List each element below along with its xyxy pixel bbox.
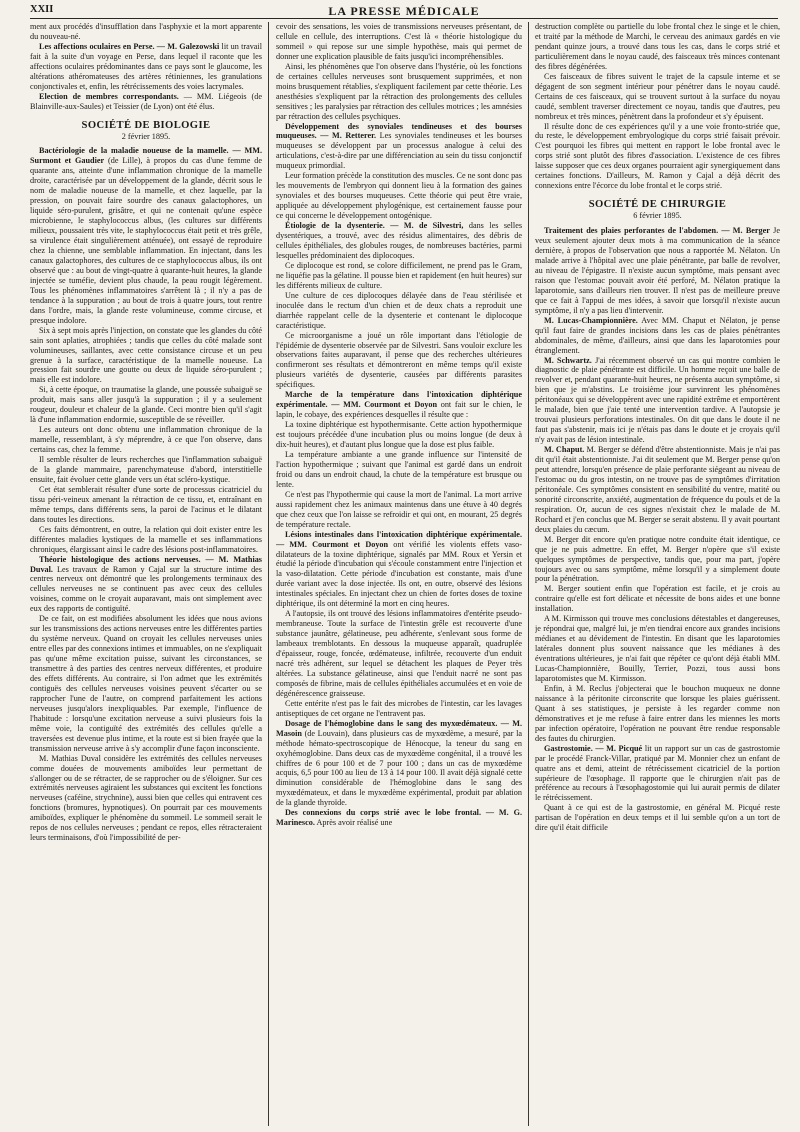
paragraph: M. Berger dit encore qu'en pratique notre conduite était identique, ce que je ne puis admettre. En effet, M. Berger n'opère que s'il existe quelques symptômes de perspective, tandis que, pour ma part, j'opère toujours avec ou sans symptôme, même lorsqu'il y a simplement doute pour la pénétration. [535,534,780,584]
paragraph: La toxine diphtérique est hypothermisante. Cette action hypothermique est toujours précédée d'une incubation plus ou moins longue (de deux à dix-huit heures), et d'autant plus longue que la dose est plus faible. [276,420,522,450]
article-heading: Bactériologie de la maladie noueuse de la mamelle. — MM. Surmont et Gaudier [30,146,262,166]
article-heading: Traitement des plaies perforantes de l'abdomen. — M. Berger [544,226,770,236]
paragraph: A l'autopsie, ils ont trouvé des lésions inflammatoires d'entérite pseudo-membraneuse. Toute la surface de l'intestin grêle est recouverte d'une substance jaunâtre, gélatineuse, peu adhérente, s'enlevant sous forme de lambeaux tremblotants. En dessous la muqueuse apparaît, quadruplée d'épaisseur, rouge, foncée, œdémateuse, infiltrée, recouverte d'un enduit nacré très adhérent, sur lequel se détachent les plaques de Peyer très altérées. La substance gélatineuse, ainsi que l'enduit nacré ne sont pas composés de fibrine, mais de cellules épithéliales accumulées et en voie de dégénérescence graisseuse. [276,609,522,698]
paragraph [30,146,262,325]
paragraph: destruction complète ou partielle du lobe frontal chez le singe et le chien, et traité par la méthode de Marchi, le cerveau des animaux gardés en vie pendant quinze jours, a trouvé dans tous les cas, dans le corps strié et particulièrement dans le noyau caudé, des faisceaux très minces contenant des fibres dégénérées. [535,22,780,71]
speaker-name: M. Chaput. [544,445,585,455]
paragraph [276,808,522,828]
paragraph-text: ont fait sur le chien, le lapin, le cobaye, des expériences desquelles il résulte que : [276,400,522,420]
section-title: SOCIÉTÉ DE CHIRURGIE [588,199,727,211]
section-date: 6 février 1895. [633,211,682,221]
paragraph: Les auteurs ont donc obtenu une inflammation chronique de la mamelle, ressemblant, à s'y méprendre, à ce que l'on observe, dans certains cas, chez la femme. [30,425,262,455]
paragraph-text: lit un rapport sur un cas de gastrostomie par le procédé Franck-Villar, pratiqué par M. Monnier chez un enfant de quatre ans et demi, atteint de rétrécissement cicatriciel de la portion supérieure de l'œsophage. Il rapporte que le chirurgien n'ait pas de préférence au recours à l'œsophagostomie qui lui aurait permis de dilater le rétrécissement. [535,743,780,803]
paragraph [276,530,522,610]
paragraph: Une culture de ces diplocoques délayée dans de l'eau stérilisée et inoculée dans le rectum d'un chien et de deux chats a reproduit une diarrhée rappelant celle de la dysenterie et contenant le diplocoque caractéristique. [276,290,522,330]
paragraph-text: Je veux seulement ajouter deux mots à ma communication de la séance dernière, à propos de l'observation que nous a rapportée M. Nélaton. Un malade arrive à l'hôpital avec une plaie pénétrante, par balle de revolver, au niveau de l'épigastre. Il n'existe aucun symptôme, mais pensant avec raison que l'estomac pouvait avoir été perforé, M. Nélaton pratique la laparotomie, sans d'ailleurs rien trouver. Il n'est pas de meilleure preuve que ce fait à l'appui de mes idées, à savoir que lorsqu'il n'existe aucun symptôme, il n'y a pas lieu d'intervenir. [535,226,780,315]
paragraph-text: ont vérifié les violents effets vaso-dilatateurs de la toxine diphtérique, signalés par MM. Roux et Yersin et étudié la période d'incubation qui s'écoule constamment entre l'injection et la vaso-dilatation. Cette période d'incubation est constante, mais d'une durée variant avec la dose injectée. Ils ont, en outre, observé des lésions intestinales spéciales. En injectant chez un chien de fortes doses de toxine diphtérique, ils ont déterminé la mort en cinq heures. [276,539,522,609]
paragraph: De ce fait, on est modifiées absolument les idées que nous avions sur les transmissions des actions nerveuses entre les différentes parties du système nerveux. Quand on croyait les cellules nerveuses unies entre elles par des connexions intimes et immuables, on ne s'expliquait pas qu'une même excitation puisse, suivant les circonstances, se transmettre à des parties des centres nerveux différentes, et produire des effets différents. Au contraire, si l'on admet que les extrémités contiguës des cellules nerveuses voisines peuvent s'écarter ou se rapprocher l'une de l'autre, on comprend parfaitement les actions nerveuses jusqu'alors inexpliquables. Par exemple, l'influence de l'habitude : lorsqu'une excitation nerveuse a suivi plusieurs fois la même voie, la contiguïté des extrémités des cellules qu'elle a traversées est devenue plus intime, et la route est si bien frayée que la transmission nerveuse arrive à s'y accomplir d'une façon inconsciente. [30,614,262,753]
paragraph [276,390,522,420]
paragraph: Ce microorganisme a joué un rôle important dans l'étiologie de l'épidémie de dysenterie observée par de Silvestri. Sans vouloir exclure les observations faites auparavant, il pense que des recherches ultérieures confirmeront ses résultats et démontreront en même temps qu'il existe plusieurs variétés de dysenterie, causées par différents parasites spécifiques. [276,330,522,390]
paragraph: Ces faits démontrent, en outre, la relation qui doit exister entre les différentes maladies kystiques de la mamelle et ses inflammations chroniques, élargissant ainsi le cadre des lésions post-inflammatoires. [30,524,262,554]
paragraph-text: Les synoviales tendineuses et les bourses muqueuses se développent par un processus analogue à celui des articulations, c'est-à-dire par une différenciation au sein du tissu conjonctif muqueux primordial. [276,131,522,171]
paragraph [30,555,262,615]
paragraph: Cet état semblerait résulter d'une sorte de processus cicatriciel du tissu péri-veineux amenant la rétraction de ce tissu, et, entraînant en même temps, dans différents sens, la paroi de l'acinus et le dilatant dans toutes les directions. [30,484,262,524]
paragraph: Ces faisceaux de fibres suivent le trajet de la capsule interne et se dégagent de son segment intérieur pour pénétrer dans le noyau caudé. Certains de ces faisceaux, qui se trouvent surtout à la surface du noyau caudé, semblent traverser directement ce noyau, tandis que d'autres, peu nombreux et très minces, pénètrent dans la profondeur et s'y épuisent. [535,71,780,121]
column-2 [276,22,522,1128]
journal-title: LA PRESSE MÉDICALE [328,4,480,18]
paragraph [30,42,262,92]
article-heading: Les affections oculaires en Perse. — M. Galezowski [39,41,220,51]
paragraph: Ce diplocoque est rond, se colore difficilement, ne prend pas le Gram, ne liquéfie pas la gélatine. Il pousse bien et rapidement (en huit heures) sur les différents milieux de culture. [276,260,522,290]
speaker-name: M. Schwartz. [544,355,592,365]
paragraph: Six à sept mois après l'injection, on constate que les glandes du côté sain sont aplaties, atrophiées ; tandis que celles du côté malade sont volumineuses, saillantes, avec cette consistance circuse et un peu grenue à la surface, caractéristique de la mamelle noueuse. La pression fait sourdre une goutte ou deux de liquide séro-purulent ; mais elle est indolore. [30,325,262,385]
paragraph-text: lit un travail fait à la suite d'un voyage en Perse, dans lequel il raconte que les affections oculaires prédominantes dans ce pays sont le glaucome, les altérations athéromateuses des artères rétiniennes, les granulations conjonctivales et, enfin, les rétrécissements des voies lacrymales. [30,41,262,91]
paragraph: Leur formation précède la constitution des muscles. Ce ne sont donc pas les mouvements de l'embryon qui donnent lieu à la formation des gaines synoviales et des bourses muqueuses. Cette théorie qui peut être vraie, appliquée au développement phylogénique, est certainement fausse pour ce qui concerne le développement ontogénique. [276,171,522,221]
section-date: 2 février 1895. [121,131,171,141]
page-header [30,4,778,19]
paragraph-text: M. Berger se défend d'être abstentionniste. Mais je n'ai pas dit qu'il était abstentionniste. J'ai dit seulement que M. Berger pense qu'on peut attendre, lorsqu'en présence de plaie perforante siégeant au niveau de l'estomac ou du gros intestin, on ne trouve pas de symptômes d'irritation péritonéale. Ces symptômes consistent en sensibilité du ventre, matité ou sonorité circonscrite, anxiété, augmentation de fréquence du pouls et de la respiration. Or, aucun de ces signes n'existait chez le malade de M. Rochard et j'en conclus que M. Berger se serait abstenu. Il y avait pourtant deux plaies du cæcum. [535,445,780,534]
section-title: SOCIÉTÉ DE BIOLOGIE [81,119,211,131]
paragraph [535,356,780,446]
column-rule-2 [528,22,529,1126]
speaker-name: M. Lucas-Championnière. [544,315,638,325]
paragraph [276,719,522,809]
article-heading: Election de membres correspondants. [39,91,179,101]
column-rule-1 [268,22,269,1126]
paragraph-text: Avec MM. Chaput et Nélaton, je pense qu'il faut faire de grandes incisions dans les cas de plaies pénétrantes abdominales, de même, d'ailleurs, ainsi que dans les laparotomies pour étranglement. [535,315,780,355]
paragraph [535,316,780,356]
paragraph: M. Mathias Duval considère les extrémités des cellules nerveuses comme douées de mouvements amiboïdes leur permettant de s'allonger ou de se rétracter, de se rapprocher ou de s'éloigner. Sur ces extrémités nerveuses agiraient les substances qui excitent les fonctions nerveuses (caféine, strychnine), aussi bien que celles qui entravent ces fonctions (bromures, hypnotiques). On pourrait par ces mouvements amiboïdes, expliquer le phénomène du sommeil. Le sommeil serait le repos de nos cellules nerveuses ; pendant ce repos, elles rétracteraient leurs terminaisons, d'où l'impossibilité de per- [30,753,262,843]
paragraph-text: (de Louvain), dans plusieurs cas de myxœdème, a mesuré, par la méthode hémato-spectroscopique de Hénocque, la teneur du sang en oxyhémoglobine. Dans deux cas de myxœdème congénital, il a trouvé les chiffres de 6 pour 100 et de 7 pour 100 ; dans un cas de myxœdème acquis, 6,5 pour 100 au lieu de 13 à 14 pour 100. Il avait déjà signalé cette diminution considérable de l'hémoglobine dans le sang des myxœdémateux, et dans le myxœdème expérimental, produit par ablation de la glande thyroïde. [276,728,522,808]
paragraph-text: dans les selles dysentériques, a trouvé, avec des résidus alimentaires, des débris de cellules épithéliales, des globules rouges, de nombreuses bactéries, parmi lesquelles prédominaient des diplocoques. [276,221,522,260]
article-heading: Dosage de l'hémoglobine dans le sang des myxœdémateux. — M. Masoin [276,718,522,738]
paragraph: Ainsi, les phénomènes que l'on observe dans l'hystérie, où les fonctions de certaines cellules nerveuses sont brusquement supprimées, et non moins brusquement rétablies, s'expliquent facilement par cette théorie. Les anesthésies s'expliquent par la rétraction des prolongements des cellules sensitives ; les paralysies par rétraction des cellules motrices ; les amnésies par rétraction des cellules psychiques. [276,61,522,121]
paragraph: Il semble résulter de leurs recherches que l'inflammation subaiguë de la glande mammaire, parenchymateuse d'abord, interstitielle ensuite, fait évoluer cette glande vers un état scléro-kystique. [30,455,262,484]
paragraph: Il résulte donc de ces expériences qu'il y a une voie fronto-striée que, du reste, le développement embryologique du corps strié faisait prévoir. C'est pourquoi les fibres qui mettent en rapport le lobe frontal avec le corps strié sont plutôt des fibres d'association. L'existence de ces fibres laisse supposer que ces deux organes pourraient agir synergiquement dans certaines fonctions. D'ailleurs, M. Ramon y Cajal a déjà décrit des connexions entre l'écorce du lobe frontal et le corps strié. [535,121,780,191]
paragraph: A M. Kirmisson qui trouve mes conclusions détestables et dangereuses, je répondrai que, malgré lui, je m'en tiendrai encore aux grandes incisions médianes et au dévidement de l'intestin. En disant que les laparotomies latérales donnent plus souvent naissance que les médianes à des éventrations ultérieures, je n'ai fait que répéter ce qu'ont déjà établi MM. Lucas-Championnière, Bouilly, Terrier, Pozzi, tous aussi bons laparotomistes que M. Kirmisson. [535,614,780,683]
article-heading: Développement des synoviales tendineuses et des bourses muqueuses. — M. Retterer. [276,121,522,141]
paragraph: La température ambiante a une grande influence sur l'intensité de l'action hypothermique ; suivant que l'animal est gardé dans un endroit froid ou dans un endroit chaud, la chute de la température est brusque ou lente. [276,449,522,489]
paragraph: Quant à ce qui est de la gastrostomie, en général M. Picqué reste partisan de l'opération en deux temps et il lui semble qu'on a un tort de dire qu'il était difficile [535,803,780,833]
paragraph: Enfin, à M. Reclus j'objecterai que le bouchon muqueux ne donne naissance à la péritonite circonscrite que lorsque les plaies guérissent. Quant à ses statistiques, je persiste à les regarder comme non démonstratives et je me refuse à faire entrer dans les miennes les morts par infection opératoire, l'opération ne pouvant être rendue responsable des fautes du chirurgien. [535,683,780,743]
paragraph [535,226,780,316]
article-heading: Des connexions du corps strié avec le lobe frontal. — M. G. Marinesco. [276,808,522,828]
paragraph: Ce n'est pas l'hypothermie qui cause la mort de l'animal. La mort arrive aussi rapidement chez les animaux maintenus dans une étuve à 40 degrés que chez ceux que l'on laisse se refroidir et qui ont, en mourant, 25 degrés de température rectale. [276,489,522,529]
column-3 [535,22,780,1128]
paragraph [535,445,780,535]
article-heading: Marche de la température dans l'intoxication diphtérique expérimentale. — MM. Courmont et Doyon [276,390,522,410]
paragraph [535,744,780,804]
paragraph-text: — MM. Liégeois (de Blainville-aux-Saules) et Teissier (de Lyon) ont été élus. [30,91,262,111]
paragraph [30,92,262,112]
paragraph: Cette entérite n'est pas le fait des microbes de l'intestin, car les lavages antiseptiques de cet organe ne l'entravent pas. [276,698,522,718]
paragraph-text: J'ai récemment observé un cas qui montre combien le diagnostic de plaie pénétrante est difficile. Un homme reçoit une balle de revolver et, pendant quarante-huit heures, ne présenta aucun symptôme, si bien que je m'abstins. Le troisième jour survinrent les phénomènes péritonéaux qui se développèrent avec une rapidité extrême et emportèrent le malade, bien que j'aie tenté une intervention tardive. A l'autopsie je trouvai plusieurs perforations intestinales. On dit que dans le doute il ne faut pas s'abstenir, mais ici je n'étais pas dans le doute et je croyais qu'il n'y avait pas de lésion intestinale. [535,355,780,445]
page-number: XXII [30,4,54,15]
article-heading: Gastrostomie. — M. Picqué [544,743,643,753]
paragraph: M. Berger soutient enfin que l'opération est facile, et je crois au contraire qu'elle est fort délicate et nécessite de bons aides et une bonne installation. [535,584,780,614]
paragraph: Si, à cette époque, on traumatise la glande, une poussée subaiguë se produit, mais sans aller jusqu'à la suppuration ; il y a seulement rougeur, douleur et chaleur de la glande. Ceci montre bien qu'il s'agit là d'une inflammation endormie, susceptible de se réveiller. [30,385,262,425]
paragraph-text: Les travaux de Ramon y Cajal sur la structure intime des centres nerveux ont démontré que les prolongements terminaux des cellules nerveuses ne se continuent pas avec ceux des cellules voisines, comme on le croyait auparavant, mais ont simplement avec eux des rapports de contiguïté. [30,564,262,614]
paragraph [276,122,522,172]
paragraph: ment aux procédés d'insufflation dans l'asphyxie et la mort apparente du nouveau-né. [30,22,262,41]
paragraph-text: Après avoir réalisé une [316,818,393,828]
paragraph [276,221,522,261]
article-heading: Lésions intestinales dans l'intoxication diphtérique expérimentale. — MM. Courmont et Doyon [276,529,522,549]
paragraph: cevoir des sensations, les voies de transmissions nerveuses présentant, de cellule en cellule, des interruptions. C'est là « théorie histologique du sommeil » qui repose sur une simple hypothèse, mais qui permet de donner une explication plausible de faits jusqu'ici incompréhensibles. [276,22,522,61]
paragraph-text: (de Lille), à propos du cas d'une femme de quarante ans, atteinte d'une inflammation chronique de la mamelle droite, caractérisée par un développement de la glande, décrit sous le nom de maladie noueuse de la mamelle, et chez laquelle, par la pression, on pouvait faire sourdre des canaux galactophores, un liquide séro-purulent, grisâtre, et qui ne contenait qu'une espèce microbienne, le staphylococcus albus, (les cultures sur différents milieux, poussaient très vite, le staphylococcus était petit et très grêle, sa virulence était singulièrement atténuée), ont essayé de reproduire chez la chienne, une semblable inflammation. En injectant, dans les canaux galactophores, des cultures de ce staphylococcus albus, ils ont observé que : au bout de vingt-quatre à quarante-huit heures, la glande injectée se tuméfie, devient plus chaude, la peau rougit légèrement. Tous les phénomènes inflammatoires s'arrêtent là ; il n'y a pas de tendance à la suppuration ; au bout de trois à quatre jours, tout rentre dans l'ordre, mais, la glande reste volumineuse, comme circuse, et presque indolore. [30,156,262,325]
article-heading: Théorie histologique des actions nerveuses. — M. Mathias Duval. [30,554,262,574]
column-1 [30,22,262,1128]
article-heading: Étiologie de la dysenterie. — M. de Silvestri, [285,221,464,231]
